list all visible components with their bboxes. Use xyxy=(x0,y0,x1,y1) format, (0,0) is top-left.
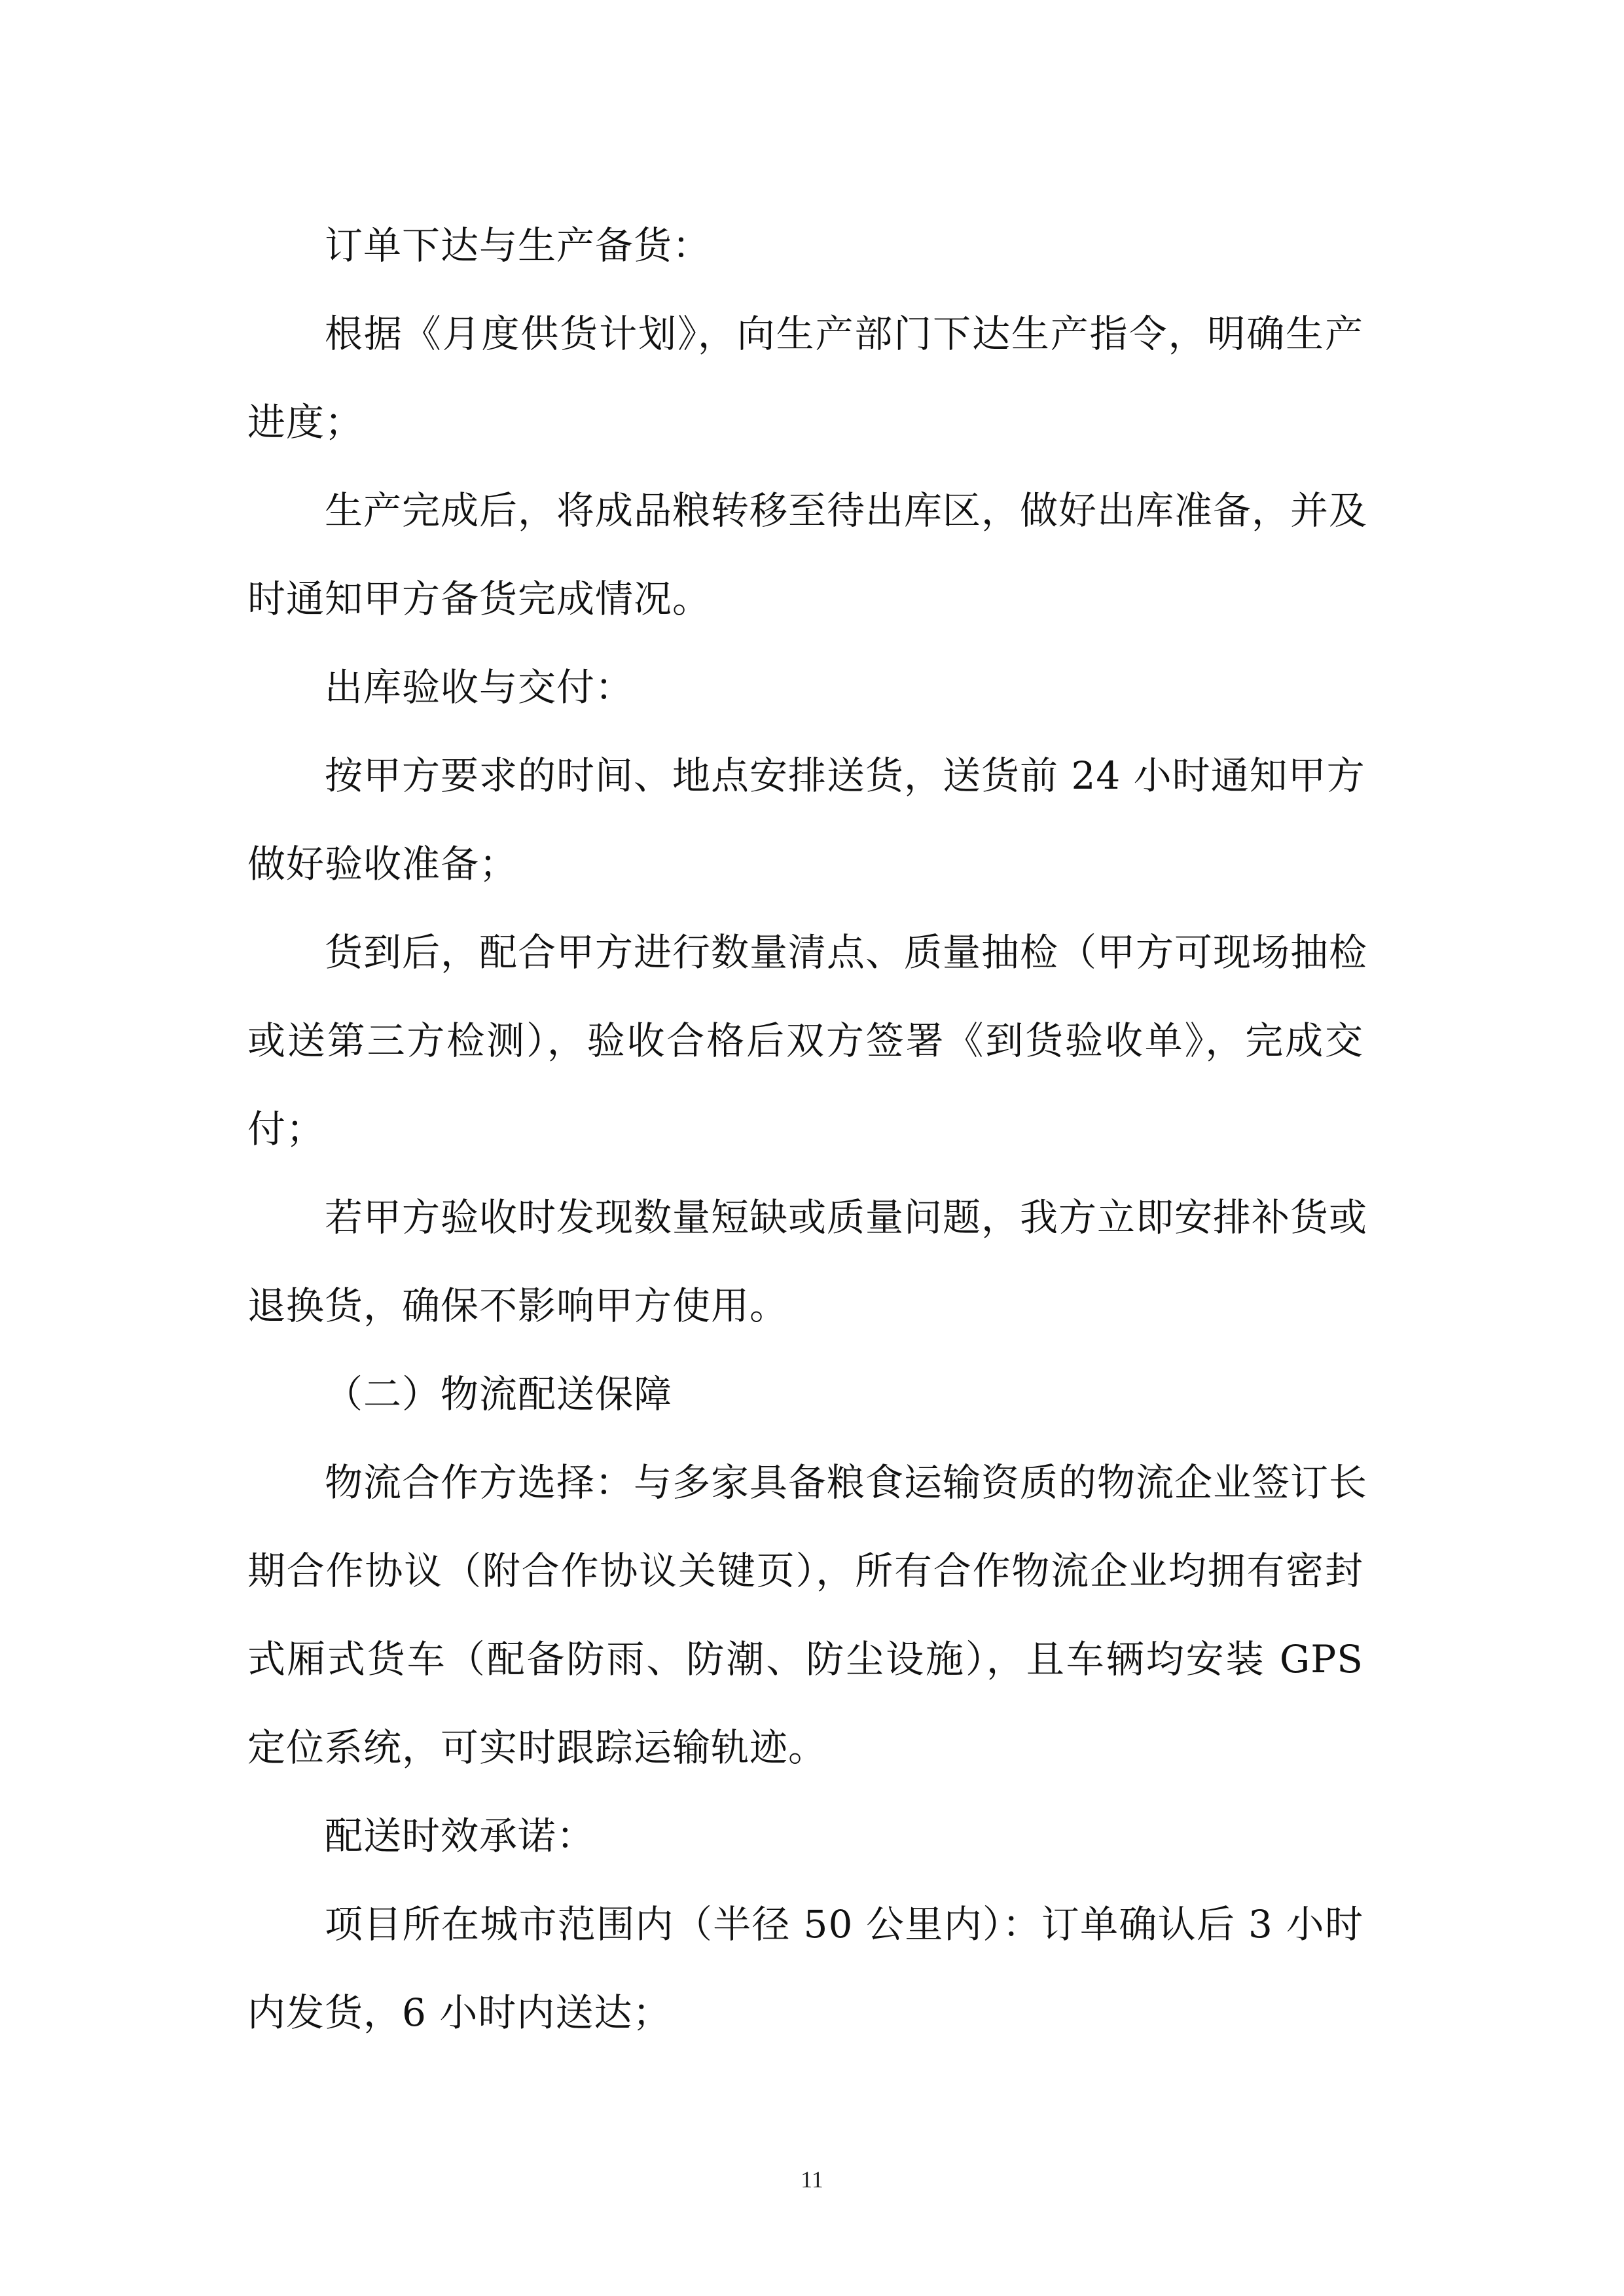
text-line-11: 付； xyxy=(247,1107,325,1151)
text-line-19-heading-delivery-timeliness: 配送时效承诺： xyxy=(325,1814,596,1858)
text-line-8: 做好验收准备； xyxy=(247,842,518,886)
text-line-20: 项目所在城市范围内（半径 50 公里内）：订单确认后 3 小时 xyxy=(325,1902,1363,1946)
text-line-17: 式厢式货车（配备防雨、防潮、防尘设施），且车辆均安装 GPS xyxy=(247,1637,1363,1681)
text-line-10: 或送第三方检测），验收合格后双方签署《到货验收单》，完成交 xyxy=(247,1018,1363,1063)
text-line-15: 物流合作方选择：与多家具备粮食运输资质的物流企业签订长 xyxy=(325,1460,1368,1505)
text-line-2: 根据《月度供货计划》，向生产部门下达生产指令，明确生产 xyxy=(325,312,1363,356)
page-number: 11 xyxy=(801,2166,823,2193)
text-line-21: 内发货，6 小时内送达； xyxy=(247,1990,672,2035)
text-line-9: 货到后，配合甲方进行数量清点、质量抽检（甲方可现场抽检 xyxy=(325,930,1368,975)
text-line-12: 若甲方验收时发现数量短缺或质量问题，我方立即安排补货或 xyxy=(325,1195,1368,1240)
text-line-16: 期合作协议（附合作协议关键页），所有合作物流企业均拥有密封 xyxy=(247,1549,1363,1593)
text-line-1-heading-order-production: 订单下达与生产备货： xyxy=(325,223,712,268)
text-line-7: 按甲方要求的时间、地点安排送货，送货前 24 小时通知甲方 xyxy=(325,753,1365,798)
text-line-6-heading-delivery-acceptance: 出库验收与交付： xyxy=(325,665,634,709)
text-line-13: 退换货，确保不影响甲方使用。 xyxy=(247,1283,789,1328)
text-line-4: 生产完成后，将成品粮转移至待出库区，做好出库准备，并及 xyxy=(325,488,1368,533)
text-line-5: 时通知甲方备货完成情况。 xyxy=(247,577,712,621)
text-line-3: 进度； xyxy=(247,400,364,444)
section-heading-logistics: （二）物流配送保障 xyxy=(325,1372,673,1416)
text-line-18: 定位系统，可实时跟踪运输轨迹。 xyxy=(247,1725,827,1770)
